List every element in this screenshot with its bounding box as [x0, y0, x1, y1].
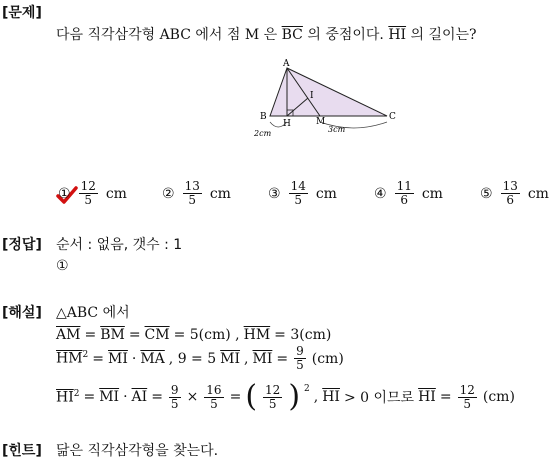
choice-1[interactable]: ① $\frac{12}{5}$ cm [58, 179, 127, 207]
explanation-label: [해설] [2, 305, 42, 321]
explanation-line-2: $\overline{AM}$ = $\overline{BM}$ = $\overline{CM}$ = 5(cm) , $\overline{HM}$ = 3(cm) [56, 327, 332, 343]
problem-label: [문제] [2, 5, 42, 21]
label-h: H [283, 119, 291, 129]
label-i: I [310, 91, 314, 101]
length-bh: 2cm [254, 129, 272, 138]
answer-label: [정답] [2, 237, 42, 253]
answer-meta: 순서 : 없음, 갯수 : 1 [56, 237, 183, 253]
length-mc: 3cm [328, 125, 346, 134]
explanation-line-1: △ABC 에서 [56, 305, 130, 321]
explanation-line-3: $\overline{HM}^2$ = $\overline{MI}$ · $\overline{MA}$ , 9 = 5 $\overline{MI}$ , $\overline{MI}$ = $\frac{9}{5}$ (cm) [56, 344, 344, 372]
triangle-figure [250, 56, 400, 146]
hint-text: 닮은 직각삼각형을 찾는다. [56, 443, 219, 459]
label-m: M [316, 117, 326, 127]
label-b: B [260, 112, 267, 122]
problem-text: 다음 직각삼각형 ABC 에서 점 M 은 $\overline{BC}$ 의 중점이다. $\overline{HI}$ 의 길이는? [56, 27, 477, 43]
choice-3[interactable]: ③ $\frac{14}{5}$ cm [268, 179, 337, 207]
choice-5[interactable]: ⑤ $\frac{13}{6}$ cm [480, 179, 549, 207]
explanation-line-4: $\overline{HI}^2$ = $\overline{MI}$ · $\overline{AI}$ = $\frac{9}{5}$ × $\frac{16}{5}$ = ( $\frac{12}{5}$ ) $^2$ , $\overline{HI}$ > 0 이므로 $\overline{HI}$ = $\frac{12}{5}$ (cm) [56, 379, 515, 414]
label-c: C [389, 112, 396, 122]
triangle-abc [270, 68, 387, 116]
choice-4[interactable]: ④ $\frac{11}{6}$ cm [374, 179, 443, 207]
label-a: A [283, 59, 290, 69]
choice-2[interactable]: ② $\frac{13}{5}$ cm [162, 179, 231, 207]
answer-value: ① [56, 258, 69, 274]
hint-label: [힌트] [2, 443, 42, 459]
